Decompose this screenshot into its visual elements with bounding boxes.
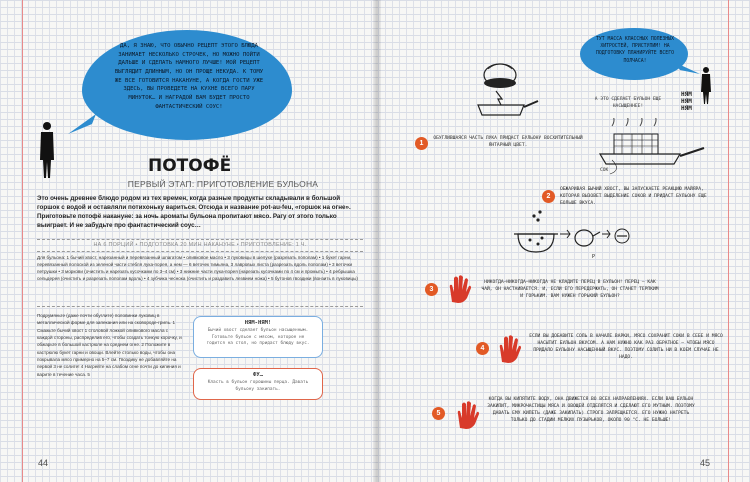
onion-pan-illustration xyxy=(468,55,540,123)
red-hand-icon-3 xyxy=(446,274,472,304)
recipe-title: ПОТОФЁ xyxy=(148,156,232,176)
page-number-right: 45 xyxy=(700,458,711,468)
red-hand-icon-4 xyxy=(496,334,522,364)
step-2-text: ОБЖАРИВАЯ БЫЧИЙ ХВОСТ, ВЫ ЗАПУСКАЕТЕ РЕАКЦИЮ МАЙЯРА, КОТОРАЯ ВЫЗОВЕТ ВЫДЕЛЕНИЕ СОКОВ И ПРИДАСТ БУЛЬОНУ ЕЩЕ БОЛЬШЕ ВКУСА. xyxy=(560,187,707,207)
note-yum-title: НЯМ-НЯМ! xyxy=(244,320,272,326)
ingredients-list: Для бульона: 1 бычий хвост, нарезанный и перевязанный шпагатом • оливковое масло • 3 луковицы в шелухе (разрезать пополам) • 1 букет гарни, перевязанный полоской из зеленой части стебля лука-порея, а нем — 6 веточек тимьяна, 3 лавровых листа (разрезать вдоль пополам) • 3 веточки петрушки • 3 моркови (очистить и нарезать кусочками по 3–4 см) • 3 нижние части лука-порея (нарезать кусочками по 4 см и промыть) • 4 ребрышка сельдерея (очистить и разрезать пополам вдоль) • 4 зубчика чеснока (очистить и раздавить лезвием ножа) • 5 бутонов гвоздики (вонзить в луковицы) xyxy=(37,255,358,282)
step-5-text: КОГДА ВЫ КИПЯТИТЕ ВОДУ, ОНА ДВИЖЕТСЯ ВО ВСЕХ НАПРАВЛЕНИЯХ. ЕСЛИ ВАШ БУЛЬОН ЗАКИПИТ, МИКРОЧАСТИЦЫ МЯСА И ОВОЩЕЙ ОТДЕЛЯТСЯ И СДЕЛАЮТ ЕГО МУТНЫМ. ПОЭТОМУ ДАВАТЬ ЕМУ КИПЕТЬ (ДАЖЕ ЗАКИПАТЬ) СТРОГО ЗАПРЕЩАЕТСЯ. ЕГО НУЖНО НАГРЕТЬ ТОЛЬКО ДО СТАДИИ МЕЛКИХ ПУЗЫРЬКОВ, ОКОЛО 90 °C. НЕ БОЛЬШЕ! xyxy=(487,397,695,424)
left-speech-bubble xyxy=(82,30,292,140)
step-1-text: ОБУГЛИВШАЯСЯ ЧАСТЬ ЛУКА ПРИДАСТ БУЛЬОНУ ВОСХИТИТЕЛЬНЫЙ ЯНТАРНЫЙ ЦВЕТ. xyxy=(433,136,583,149)
step-3-badge: 3 xyxy=(425,283,438,296)
step-4-text: ЕСЛИ ВЫ ДОБАВИТЕ СОЛЬ В НАЧАЛЕ ВАРКИ, МЯСО СОХРАНИТ СОКИ В СЕБЕ И МЯСО НАСЫТИТ БУЛЬОН ВКУСОМ. А НАМ НУЖНО КАК РАЗ ОБРАТНОЕ — ЧТОБЫ МЯСО ПРИДАЛО БУЛЬОНУ НАСЫЩЕННЫЙ ВКУС. ПОЭТОМУ СОЛИТЬ НИ В КОЕМ СЛУЧАЕ НЕ НАДО. xyxy=(529,334,723,361)
note-fu-box xyxy=(193,368,323,400)
left-bubble-text: ДА, Я ЗНАЮ, ЧТО ОБЫЧНО РЕЦЕПТ ЭТОГО БЛЮДА ЗАНИМАЕТ НЕСКОЛЬКО СТРОЧЕК, НО МОЖНО ПОЙТИ ДАЛЬШЕ И СДЕЛАТЬ НАМНОГО ЛУЧШЕ! МОЙ РЕЦЕПТ ВЫГЛЯДИТ ДЛИННЫМ, НО ОН ПРОЩЕ НЕКУДА. К ТОМУ ЖЕ ВСЕ ГОТОВИТСЯ НАКАНУНЕ, А КОГДА ГОСТИ УЖЕ ЗДЕСЬ, ВЫ ПРОВЕДЕТЕ НА КУХНЕ ВСЕГО ПАРУ МИНУТОК… И НАГРАДОЙ ВАМ БУДЕТ ПРОСТО ФАНТАСТИЧЕСКИЙ СОУС! xyxy=(114,43,264,110)
divider-top xyxy=(37,239,363,240)
pepper-tea-illustration xyxy=(512,208,640,260)
right-margin-line xyxy=(728,0,729,482)
left-margin-line xyxy=(22,0,23,482)
juice-label: СОК xyxy=(600,168,609,173)
note-fu-text: Класть в бульон горошины перца. Давать бульону закипать. xyxy=(207,380,309,392)
yum-sign xyxy=(681,91,692,113)
right-bubble-text: ТУТ МАССА КЛАССНЫХ ПОЛЕЗНЫХ ХИТРОСТЕЙ, ПРИСТУПИМ! НА ПОДГОТОВКУ ПЛАНИРУЙТЕ ВСЕГО ПОЛЧАСА! xyxy=(596,37,674,64)
oxtail-pan-illustration xyxy=(592,118,708,180)
step-5-badge: 5 xyxy=(432,407,445,420)
right-bubble-tail xyxy=(672,58,702,78)
red-hand-icon-5 xyxy=(454,400,480,430)
chef-silhouette-icon xyxy=(36,120,58,180)
step-4-badge: 4 xyxy=(476,342,489,355)
step-1-badge: 1 xyxy=(415,137,428,150)
yum-word-1: НЯМ xyxy=(681,91,692,98)
portions-line: НА 6 ПОРЦИЙ • ПОДГОТОВКА 20 МИН НАКАНУНЕ • ПРИГОТОВЛЕНИЕ: 1 Ч. xyxy=(93,242,307,248)
note-yum-box xyxy=(193,316,323,358)
recipe-intro: Это очень древнее блюдо родом из тех времен, когда разные продукты складывали в большой горшок с водой и оставляли потихоньку вариться. Отсюда и название pot-au-feu, «горшок на огне». Приготовьте потофё накануне: за ночь ароматы бульона пропитают мясо. Рагу от этого только выиграет. И не забудьте про фантастический соус… xyxy=(37,195,351,230)
step-3-text: НИКОГДА–НИКОГДА–НИКОГДА НЕ КЛАДИТЕ ПЕРЕЦ В БУЛЬОН! ПЕРЕЦ — КАК ЧАЙ, ОН НАСТАИВАЕТСЯ. И, ЕСЛИ ЕГО ПЕРЕДЕРЖАТЬ, ОН СТАНЕТ ТЕРПКИМ И ГОРЬКИМ. ВАМ НУЖЕН ГОРЬКИЙ БУЛЬОН? xyxy=(481,280,659,300)
step-2-badge: 2 xyxy=(542,190,555,203)
divider-bottom xyxy=(37,306,363,307)
chef-silhouette-small-icon xyxy=(699,66,713,106)
left-bubble-tail xyxy=(66,112,106,136)
broth-note: А ЭТО СДЕЛАЕТ БУЛЬОН ЕЩЕ НАСЫЩЕННЕЕ! xyxy=(594,97,662,109)
yum-word-3: НЯМ xyxy=(681,105,692,113)
method-text: Подрумяньте (даже почти обуглите) половинки луковиц в металлической форме для запекания или на сковороде-гриль. 1 Смажьте бычий хвост 1 столовой ложкой оливкового масла с каждой стороны, распределив его, чтобы создать тонкую корочку, и обжарьте в большой кастрюле на среднем огне. 2 Положите в кастрюлю букет гарни и овощи. Влейте столько воды, чтобы она покрывала мясо примерно на 5–7 см. Гвоздику не добавляйте на первой 3 не солите! 4 Нагрейте на слабом огне почти до кипения и варите в течение часа. 5 xyxy=(37,313,182,377)
note-fu-title: ФУ… xyxy=(253,372,263,378)
page-gutter xyxy=(373,0,381,482)
recipe-subtitle: ПЕРВЫЙ ЭТАП: ПРИГОТОВЛЕНИЕ БУЛЬОНА xyxy=(127,179,319,189)
svg-text:P: P xyxy=(592,254,596,260)
note-yum-text: Бычий хвост сделает бульон насыщенным. Готовьте бульон с мясом, которое не годится на стол, но придаст блюду вкус. xyxy=(206,328,310,347)
page-number-left: 44 xyxy=(38,458,49,468)
yum-word-2: НЯМ xyxy=(681,98,692,106)
divider-mid xyxy=(37,251,363,252)
